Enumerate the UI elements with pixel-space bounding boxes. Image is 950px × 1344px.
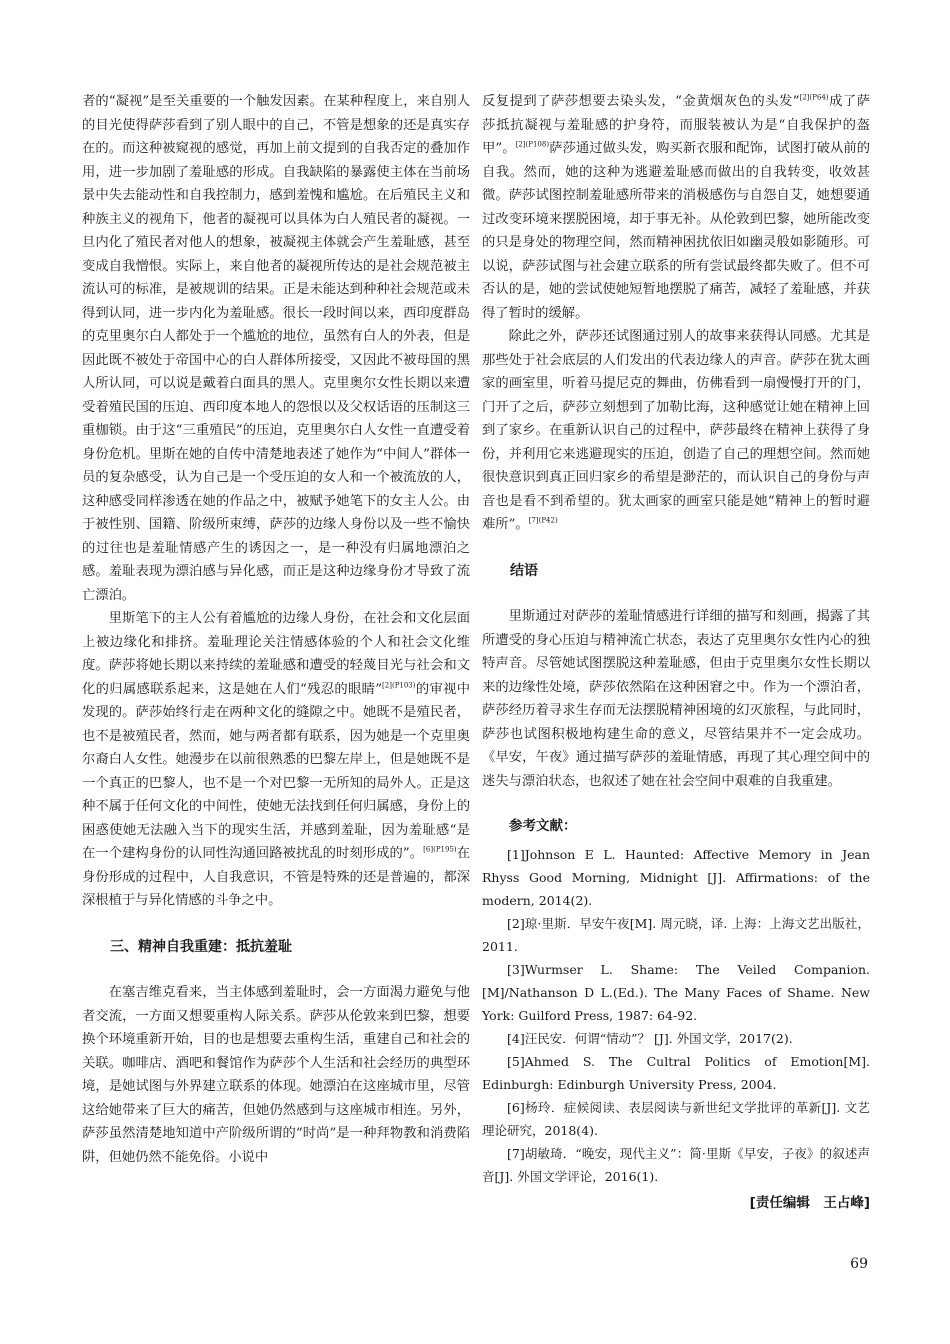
conclusion-paragraph: 里斯通过对萨莎的羞耻情感进行详细的描写和刻画，揭露了其所遭受的身心压迫与精神流亡状态，表达了克里奥尔女性内心的独特声音。尽管她试图摆脱这种羞耻感，但由于克里奥尔女性长期以来的边缘性处境，萨莎依然陷在这种困窘之中。作为一个漂泊者，萨莎经历着寻求生存而无法摆脱精神困境的幻灭旅程，与此同时，萨莎也试图积极地构建生命的意义，尽管结果并不一定会成功。《早安，午夜》通过描写萨莎的羞耻情感，再现了其心理空间中的迷失与漂泊状态，也叙述了她在社会空间中艰难的自我重建。 bbox=[482, 609, 870, 789]
citation: [2](P108) bbox=[515, 140, 550, 149]
reference-item: [1]Johnson E L. Haunted: Affective Memory in Jean Rhyss Good Morning, Midnight [J]. Affirmations: of the modern, 2014(2). bbox=[482, 846, 870, 908]
citation: [6](P195) bbox=[423, 845, 457, 854]
body-paragraph: 在塞吉维克看来，当主体感到羞耻时，会一方面渴力避免与他者交流，一方面又想要重构人际关系。萨莎从伦敦来到巴黎，想要换个环境重新开始，目的也是想要去重构生活，重建自己和社会的关联。咖啡店、酒吧和餐馆作为萨莎个人生活和社会经历的典型环境，是她试图与外界建立联系的体现。她漂泊在这座城市里，尽管这给她带来了巨大的痛苦，但她仍然感到与这座城市相连。另外，萨莎虽然清楚地知道中产阶级所谓的“时尚”是一种拜物教和消费陷阱，但她仍然不能免俗。小说中 bbox=[82, 985, 470, 1165]
reference-item: [4]汪民安．何谓“情动”？ [J]. 外国文学，2017(2). bbox=[507, 1030, 793, 1046]
conclusion-heading: 结语 bbox=[510, 562, 538, 579]
body-paragraph: 除此之外，萨莎还试图通过别人的故事来获得认同感。尤其是那些处于社会底层的人们发出的代表边缘人的声音。萨莎在犹太画家的画室里，听着马提尼克的舞曲，仿佛看到一扇慢慢打开的门，门开了之后，萨莎立刻想到了加勒比海，这种感觉让她在精神上回到了家乡。在重新认识自己的过程中，萨莎最终在精神上获得了身份，并利用它来逃避现实的压迫，创造了自己的理想空间。然而她很快意识到真正回归家乡的希望是渺茫的，而认识自己的身份与声音也是看不到希望的。犹太画家的画室只能是她“精神上的暂时避难所”。$^{[7](P42)}$ bbox=[482, 329, 870, 532]
body-paragraph: 者的“凝视”是至关重要的一个触发因素。在某种程度上，来自别人的目光使得萨莎看到了别人眼中的自己，不管是想象的还是真实存在的。而这种被窥视的感觉，再加上前文提到的自我否定的叠加作用，进一步加剧了羞耻感的形成。自我缺陷的暴露使主体在当前场景中失去能动性和自我控制力，感到羞愧和尴尬。在后殖民主义和种族主义的视角下，他者的凝视可以具体为白人殖民者的凝视。一旦内化了殖民者对他人的想象，被凝视主体就会产生羞耻感，甚至变成自我憎恨。实际上，来自他者的凝视所传达的是社会规范被主流认可的标准，是被规训的结果。正是未能达到种种社会规范或未得到认同，进一步内化为羞耻感。很长一段时间以来，西印度群岛的克里奥尔白人都处于一个尴尬的地位，虽然有白人的外表，但是因此既不被处于帝国中心的白人群体所接受，又因此不被母国的黑人所认同，可以说是戴着白面具的黑人。克里奥尔女性长期以来遭受着殖民国的压迫、西印度本地人的怨恨以及父权话语的压制这三重枷锁。由于这“三重殖民”的压迫，克里奥尔白人女性一直遭受着身份危机。里斯在她的自传中清楚地表述了她作为“中间人”群体一员的复杂感受，认为自己是一个受压迫的女人和一个被流放的人，这种感受同样渗透在她的作品之中，被赋予她笔下的女主人公。由于被性别、国籍、阶级所束缚，萨莎的边缘人身份以及一些不愉快的过往也是羞耻情感产生的诱因之一，是一种没有归属地漂泊之感。羞耻表现为漂泊感与异化感，而正是这种边缘身份才导致了流亡漂泊。 bbox=[82, 94, 470, 603]
reference-item: [3]Wurmser L. Shame: The Veiled Companion. [M]/Nathanson D L.(Ed.). The Many Faces of Shame. New York: Guilford Press, 1987: 64-92. bbox=[482, 961, 870, 1023]
right-column bbox=[482, 90, 870, 1215]
body-paragraph: 里斯笔下的主人公有着尴尬的边缘人身份，在社会和文化层面上被边缘化和排挤。羞耻理论关注情感体验的个人和社会文化维度。萨莎将她长期以来持续的羞耻感和遭受的轻蔑目光与社会和文化的归属感联系起来，这是她在人们“残忍的眼睛”$^{[2](P103)}$的审视中发现的。萨莎始终行走在两种文化的缝隙之中。她既不是殖民者，也不是被殖民者，然而，她与两者都有联系，因为她是一个克里奥尔裔白人女性。她漫步在以前很熟悉的巴黎左岸上，但是她既不是一个真正的巴黎人，也不是一个对巴黎一无所知的局外人。正是这种不属于任何文化的中间性，使她无法找到任何归属感，身份上的困惑使她无法融入当下的现实生活，并感到羞耻，因为羞耻感“是在一个建构身份的认同性沟通回路被扰乱的时刻形成的”。$^{[6](P195)}$在身份形成的过程中，人自我意识，不管是特殊的还是普遍的，都深深根植于与异化情感的斗争之中。 bbox=[82, 611, 470, 908]
reference-item: [6]杨玲．症候阅读、表层阅读与新世纪文学批评的革新[J]. 文艺理论研究，2018(4). bbox=[482, 1099, 870, 1138]
body-paragraph: 反复提到了萨莎想要去染头发，“金黄烟灰色的头发”$^{[2](P64)}$成了萨莎抵抗凝视与羞耻感的护身符，而服装被认为是“自我保护的盔甲”。$^{[2](P108)}$萨莎通过做头发，购买新衣服和配饰，试图打破从前的自我。然而，她的这种为逃避羞耻感而做出的自我转变，收效甚微。萨莎试图控制羞耻感所带来的消极感伤与自怨自艾，她想要通过改变环境来摆脱困境，却于事无补。从伦敦到巴黎，她所能改变的只是身处的物理空间，然而精神困扰依旧如幽灵般如影随形。可以说，萨莎试图与社会建立联系的所有尝试最终都失败了。但不可否认的是，她的尝试使她短暂地摆脱了痛苦，减轻了羞耻感，并获得了暂时的缓解。 bbox=[482, 93, 870, 321]
reference-item: [5]Ahmed S. The Cultral Politics of Emotion[M]. Edinburgh: Edinburgh University Press, 2004. bbox=[482, 1053, 870, 1092]
citation: [2](P103) bbox=[382, 681, 416, 690]
reference-item: [2]琼·里斯．早安午夜[M]. 周元晓，译. 上海：上海文艺出版社，2011. bbox=[482, 915, 870, 954]
reference-item: [7]胡敏琦．“晚安，现代主义”：简·里斯《早安，子夜》的叙述声音[J]. 外国文学评论，2016(1). bbox=[482, 1145, 870, 1184]
citation: [7](P42) bbox=[528, 516, 558, 525]
page-number: 69 bbox=[850, 1256, 868, 1272]
editor-credit: [责任编辑 王占峰] bbox=[749, 1194, 870, 1211]
references-title: 参考文献： bbox=[509, 818, 577, 834]
citation: [2](P64) bbox=[799, 93, 829, 102]
section-heading: 三、精神自我重建：抵抗羞耻 bbox=[110, 938, 292, 955]
left-column bbox=[82, 90, 470, 1169]
